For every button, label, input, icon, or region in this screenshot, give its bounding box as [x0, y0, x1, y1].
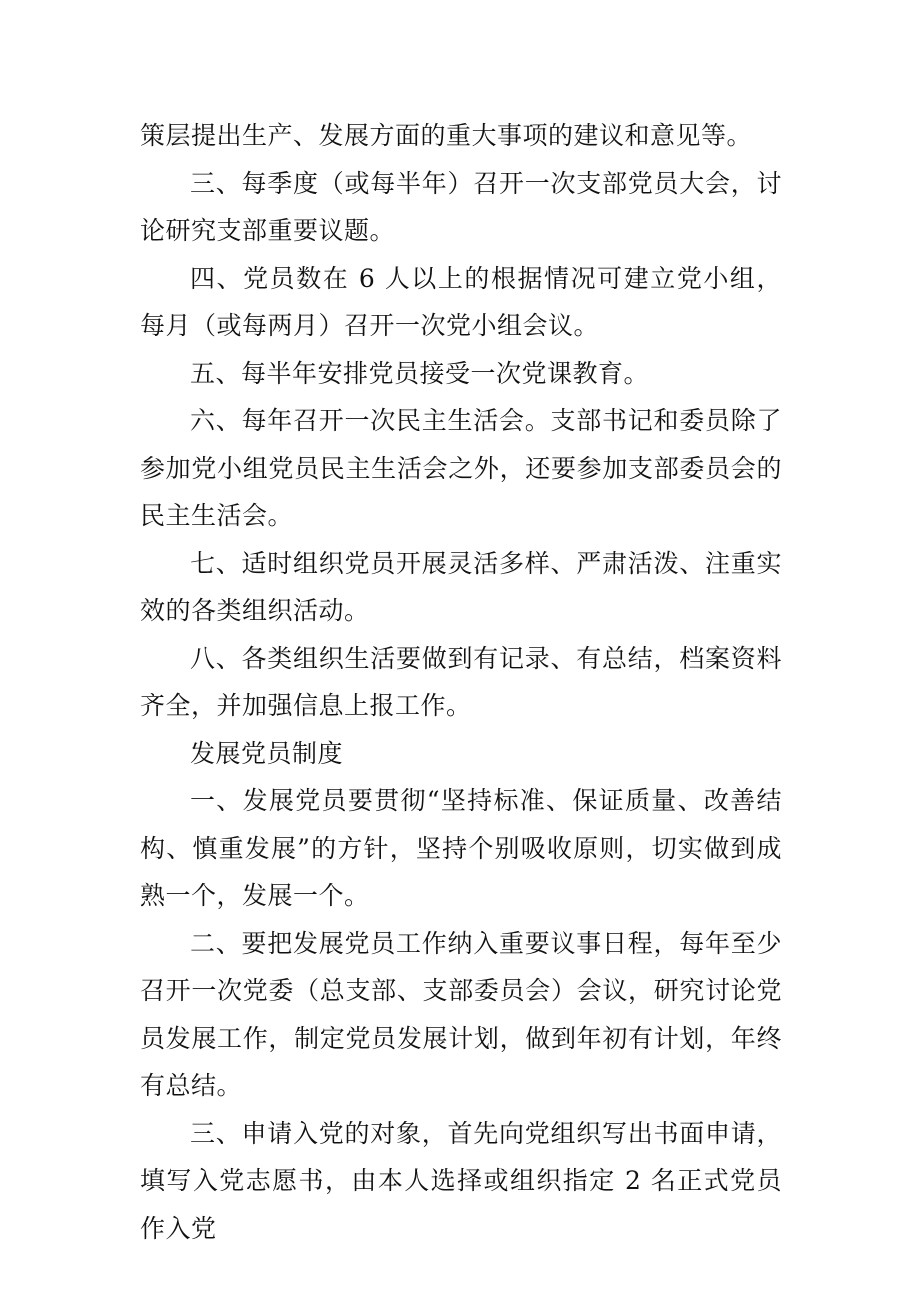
section-heading: 发展党员制度 — [190, 738, 344, 768]
paragraph-continuation: 策层提出生产、发展方面的重大事项的建议和意见等。 — [140, 121, 753, 150]
paragraph-dev-item-1: 一、发展党员要贯彻“坚持标准、保证质量、改善结构、慎重发展”的方针，坚持个别吸收原则，切实做到成熟一个，发展一个。 — [140, 786, 782, 910]
paragraph-item-6: 六、每年召开一次民主生活会。支部书记和委员除了参加党小组党员民主生活会之外，还要参加支部委员会的民主生活会。 — [140, 406, 782, 530]
paragraph-dev-item-3: 三、申请入党的对象，首先向党组织写出书面申请，填写入党志愿书，由本人选择或组织指定 2 名正式党员作入党 — [140, 1118, 782, 1243]
paragraph-item-5: 五、每半年安排党员接受一次党课教育。 — [190, 358, 650, 388]
paragraph-item-4: 四、党员数在 6 人以上的根据情况可建立党小组，每月（或每两月）召开一次党小组会议。 — [140, 263, 782, 340]
paragraph-dev-item-2: 二、要把发展党员工作纳入重要议事日程，每年至少召开一次党委（总支部、支部委员会）会议，研究讨论党员发展工作，制定党员发展计划，做到年初有计划，年终有总结。 — [140, 928, 782, 1100]
paragraph-item-3: 三、每季度（或每半年）召开一次支部党员大会，讨论研究支部重要议题。 — [140, 168, 782, 245]
paragraph-item-8: 八、各类组织生活要做到有记录、有总结，档案资料齐全，并加强信息上报工作。 — [140, 643, 782, 720]
document-body — [140, 112, 782, 1252]
paragraph-item-7: 七、适时组织党员开展灵活多样、严肃活泼、注重实效的各类组织活动。 — [140, 548, 782, 625]
